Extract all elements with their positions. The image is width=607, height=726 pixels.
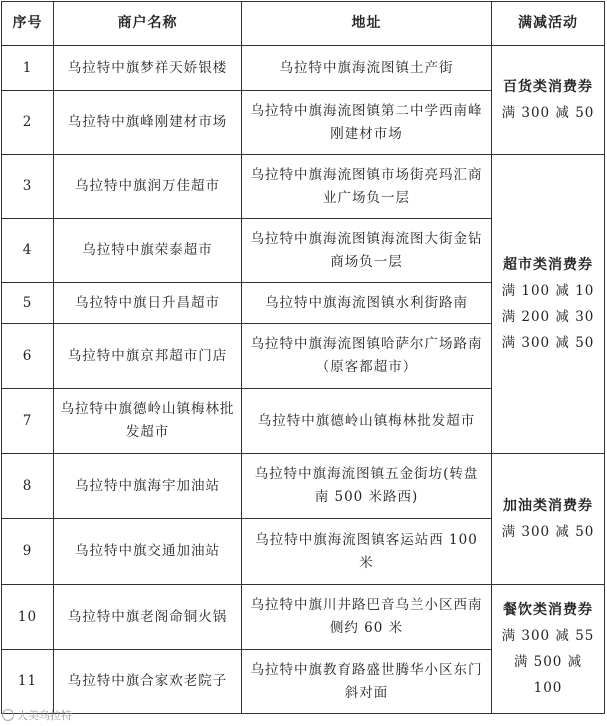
table-row	[2, 155, 605, 219]
row-index: 2	[2, 91, 54, 155]
promo-line: 满 200 减 30	[501, 309, 595, 325]
watermark	[2, 707, 72, 723]
row-index: 3	[2, 155, 54, 219]
promo-fuel	[492, 454, 605, 585]
promo-line: 满 300 减 50	[501, 335, 595, 351]
row-index: 7	[2, 389, 54, 454]
merchant-name: 乌拉特中旗荣泰超市	[54, 219, 242, 283]
merchant-name: 乌拉特中旗润万佳超市	[54, 155, 242, 219]
row-index: 11	[2, 650, 54, 714]
merchant-address: 乌拉特中旗川井路巴音乌兰小区西南侧约 60 米	[242, 585, 492, 650]
merchant-address: 乌拉特中旗海流图镇五金街坊(转盘南 500 米路西)	[242, 454, 492, 519]
promo-name: 加油类消费券	[503, 498, 593, 514]
merchant-address: 乌拉特中旗海流图镇客运站西 100 米	[242, 519, 492, 585]
header-merchant: 商户名称	[54, 2, 242, 46]
row-index: 4	[2, 219, 54, 283]
merchant-name: 乌拉特中旗京邦超市门店	[54, 324, 242, 389]
promo-line: 满 100 减 10	[501, 283, 595, 299]
promo-name: 餐饮类消费券	[503, 602, 593, 618]
watermark-text: 大美乌拉特	[17, 710, 72, 722]
merchant-name: 乌拉特中旗日升昌超市	[54, 283, 242, 324]
merchant-table	[1, 1, 605, 714]
merchant-name: 乌拉特中旗海宇加油站	[54, 454, 242, 519]
row-index: 10	[2, 585, 54, 650]
watermark-logo-icon	[2, 709, 14, 721]
merchant-address: 乌拉特中旗海流图镇海流图大街金钻商场负一层	[242, 219, 492, 283]
row-index: 6	[2, 324, 54, 389]
merchant-name: 乌拉特中旗德岭山镇梅林批发超市	[54, 389, 242, 454]
merchant-name: 乌拉特中旗梦祥天娇银楼	[54, 46, 242, 91]
table-row	[2, 585, 605, 650]
promo-dining	[492, 585, 605, 714]
row-index: 9	[2, 519, 54, 585]
merchant-name: 乌拉特中旗老阁命铜火锅	[54, 585, 242, 650]
header-promotion: 满减活动	[492, 2, 605, 46]
promo-line: 满 500 减 100	[513, 654, 583, 696]
promo-name: 超市类消费券	[503, 257, 593, 273]
merchant-address: 乌拉特中旗海流图镇第二中学西南峰刚建材市场	[242, 91, 492, 155]
merchant-name: 乌拉特中旗峰刚建材市场	[54, 91, 242, 155]
merchant-name: 乌拉特中旗交通加油站	[54, 519, 242, 585]
merchant-address: 乌拉特中旗海流图镇水利街路南	[242, 283, 492, 324]
promo-line: 满 300 减 55	[501, 628, 595, 644]
header-index: 序号	[2, 2, 54, 46]
table-row	[2, 46, 605, 91]
row-index: 5	[2, 283, 54, 324]
promo-supermarket	[492, 155, 605, 454]
merchant-address: 乌拉特中旗海流图镇土产街	[242, 46, 492, 91]
header-address: 地址	[242, 2, 492, 46]
promo-name: 百货类消费券	[503, 79, 593, 95]
row-index: 1	[2, 46, 54, 91]
table-row	[2, 454, 605, 519]
merchant-address: 乌拉特中旗德岭山镇梅林批发超市	[242, 389, 492, 454]
promo-general	[492, 46, 605, 155]
promo-line: 满 300 减 50	[501, 524, 595, 540]
merchant-address: 乌拉特中旗教育路盛世腾华小区东门斜对面	[242, 650, 492, 714]
table-header-row	[2, 2, 605, 46]
merchant-address: 乌拉特中旗海流图镇哈萨尔广场路南（原客都超市）	[242, 324, 492, 389]
merchant-address: 乌拉特中旗海流图镇市场街亮玛汇商业广场负一层	[242, 155, 492, 219]
row-index: 8	[2, 454, 54, 519]
promo-line: 满 300 减 50	[501, 105, 595, 121]
merchant-name: 乌拉特中旗合家欢老院子	[54, 650, 242, 714]
